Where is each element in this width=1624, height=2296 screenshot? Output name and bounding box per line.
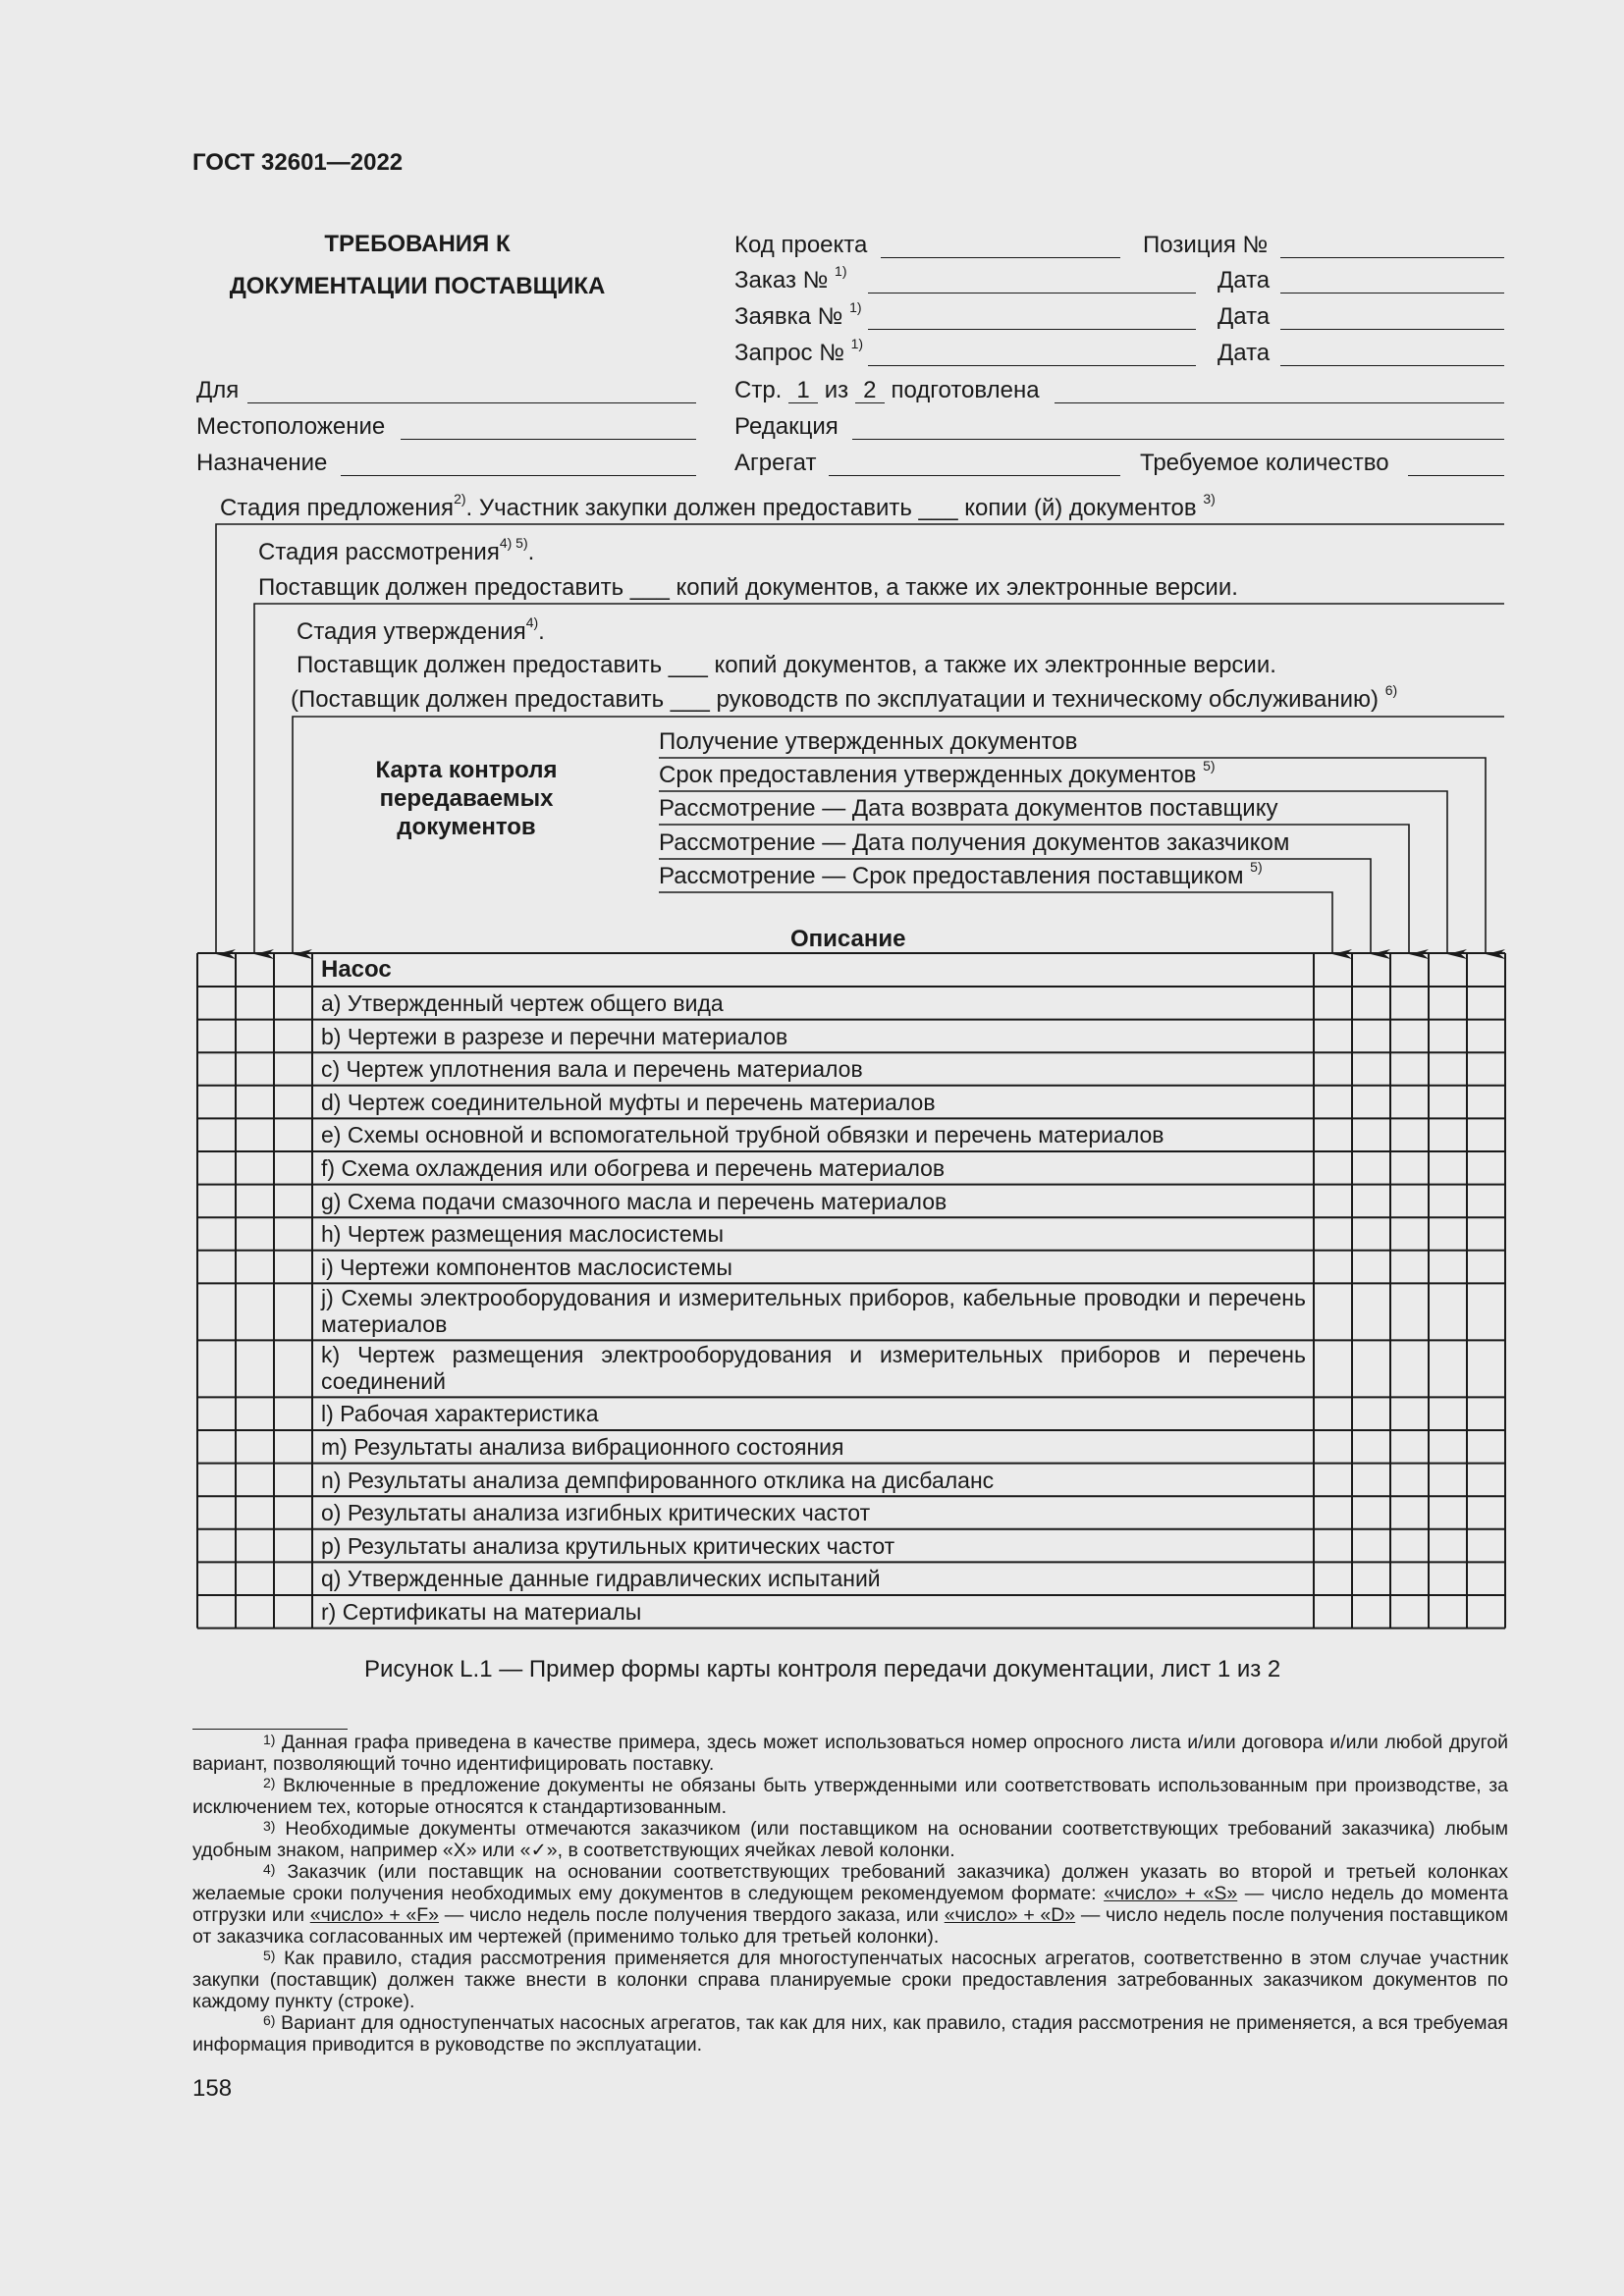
order-date-label: Дата — [1218, 267, 1271, 294]
approval-stage: Стадия утверждения$^{4)}$. — [297, 614, 545, 645]
review-stage-text: Поставщик должен предоставить ___ копий документов, а также их электронные версии. — [258, 574, 1238, 601]
table-row: l) Рабочая характеристика — [321, 1401, 599, 1427]
approval-stage-text: Поставщик должен предоставить ___ копий документов, а также их электронные версии. — [297, 652, 1276, 678]
right-column-label-2: Срок предоставления утвержденных документов $^{5)}$ — [659, 758, 1216, 788]
approval-arrow — [293, 717, 1504, 954]
table-row: j) Схемы электрооборудования и измерительных приборов, кабельные проводки и перечень материалов — [321, 1285, 1306, 1338]
footnote-2: $^{2)}$ Включенные в предложение документы не обязаны быть утвержденными или соответствовать использованным при производстве, за исключением тех, которые относятся к стандартизованным. — [192, 1775, 1509, 1818]
inquiry-label: Запрос № $^{1)}$ — [734, 336, 864, 366]
project-code-label: Код проекта — [734, 232, 868, 258]
proposal-arrow — [216, 524, 1504, 954]
footnote-6: $^{6)}$ Вариант для одноступенчатых насосных агрегатов, так как для них, как правило, стадия рассмотрения не применяется, а вся требуемая информация приводится в руководстве по эксплуатации. — [192, 2012, 1508, 2056]
figure-caption: Рисунок L.1 — Пример формы карты контроля передачи документации, лист 1 из 2 — [364, 1656, 1281, 1682]
order-label: Заказ № $^{1)}$ — [734, 263, 847, 294]
review-arrow — [254, 604, 1504, 954]
table-row: h) Чертеж размещения маслосистемы — [321, 1221, 724, 1248]
for-label: Для — [196, 377, 240, 403]
table-row: e) Схемы основной и вспомогательной трубной обвязки и перечень материалов — [321, 1122, 1164, 1148]
control-map-line2: передаваемых — [379, 785, 554, 812]
document-code: ГОСТ 32601—2022 — [192, 149, 404, 176]
purpose-label: Назначение — [196, 450, 328, 476]
right-column-label-3: Рассмотрение — Дата возврата документов поставщику — [659, 795, 1278, 822]
control-map-line3: документов — [397, 814, 536, 840]
table-row: b) Чертежи в разрезе и перечни материалов — [321, 1023, 788, 1049]
required-qty-label: Требуемое количество — [1140, 450, 1389, 476]
table-row: m) Результаты анализа вибрационного состояния — [321, 1434, 844, 1460]
table-row: a) Утвержденный чертеж общего вида — [321, 990, 724, 1016]
inquiry-date-label: Дата — [1218, 340, 1271, 366]
footnote-1: $^{1)}$ Данная графа приведена в качестве примера, здесь может использоваться номер опросного листа и/или договора и/или любой другой вариант, позволяющий точно идентифицировать поставку. — [192, 1732, 1509, 1775]
page-info: Стр. 1 из 2 подготовлена — [734, 377, 1040, 403]
position-label: Позиция № — [1143, 232, 1269, 258]
footnote-separator — [192, 1729, 348, 1730]
right-arrow-1 — [659, 758, 1486, 954]
form-title-line1: ТРЕБОВАНИЯ К — [324, 231, 511, 257]
right-arrow-3 — [659, 825, 1409, 954]
table-row: n) Результаты анализа демпфированного отклика на дисбаланс — [321, 1467, 995, 1493]
manuals-text: (Поставщик должен предоставить ___ руководств по эксплуатации и техническому обслуживанию) $^{6)}$ — [291, 682, 1398, 713]
table-row: o) Результаты анализа изгибных критических частот — [321, 1500, 871, 1526]
table-group-header: Насос — [321, 956, 392, 983]
right-column-label-4: Рассмотрение — Дата получения документов заказчиком — [659, 829, 1290, 856]
revision-label: Редакция — [734, 413, 839, 440]
table-row: k) Чертеж размещения электрооборудования и измерительных приборов и перечень соединений — [321, 1342, 1306, 1395]
proposal-stage: Стадия предложения$^{2)}$. Участник закупки должен предоставить ___ копии (й) документов $^{3)}$ — [220, 491, 1216, 521]
right-arrow-4 — [659, 859, 1371, 954]
review-stage: Стадия рассмотрения$^{4) 5)}$. — [258, 535, 535, 565]
right-column-label-5: Рассмотрение — Срок предоставления поставщиком $^{5)}$ — [659, 859, 1263, 889]
right-arrow-5 — [659, 892, 1332, 954]
table-row: q) Утвержденные данные гидравлических испытаний — [321, 1566, 881, 1592]
unit-label: Агрегат — [734, 450, 817, 476]
table-row: g) Схема подачи смазочного масла и перечень материалов — [321, 1188, 947, 1214]
footnote-3: $^{3)}$ Необходимые документы отмечаются заказчиком (или поставщиком на основании соответствующих требований заказчика) любым удобным знаком, например «X» или «✓», в соответствующих ячейках левой колонки. — [192, 1818, 1509, 1861]
table-row: p) Результаты анализа крутильных критических частот — [321, 1532, 895, 1559]
request-date-label: Дата — [1218, 303, 1271, 330]
table-row: c) Чертеж уплотнения вала и перечень материалов — [321, 1056, 863, 1083]
footnote-5: $^{5)}$ Как правило, стадия рассмотрения применяется для многоступенчатых насосных агрегатов, соответственно в этом случае участник закупки (поставщик) должен также внести в колонки справа планируемые сроки предоставления затребованных заказчиком документов по каждому пункту (строке). — [192, 1948, 1508, 2012]
right-arrow-2 — [659, 791, 1447, 954]
location-label: Местоположение — [196, 413, 386, 440]
table-header-description: Описание — [790, 926, 906, 952]
request-label: Заявка № $^{1)}$ — [734, 299, 862, 330]
right-column-label-1: Получение утвержденных документов — [659, 728, 1078, 755]
table-row: r) Сертификаты на материалы — [321, 1599, 642, 1625]
table-row: f) Схема охлаждения или обогрева и перечень материалов — [321, 1155, 946, 1181]
form-title-line2: ДОКУМЕНТАЦИИ ПОСТАВЩИКА — [229, 273, 606, 299]
table-row: i) Чертежи компонентов маслосистемы — [321, 1254, 732, 1280]
footnote-4: $^{4)}$ Заказчик (или поставщик на основании соответствующих требований заказчика) должен указать во второй и третьей колонках желаемые сроки получения необходимых ему документов в следующем рекомендуемом формате: «число» + «S» — число недель до момента отгрузки или «число» + «F» — число недель после получения твердого заказа, или «число» + «D» — число недель после получения поставщиком от заказчика согласованных им чертежей (применимо только для третьей колонки). — [192, 1861, 1509, 1948]
control-map-line1: Карта контроля — [375, 757, 558, 783]
page-number: 158 — [192, 2075, 233, 2102]
table-row: d) Чертеж соединительной муфты и перечень материалов — [321, 1089, 936, 1115]
